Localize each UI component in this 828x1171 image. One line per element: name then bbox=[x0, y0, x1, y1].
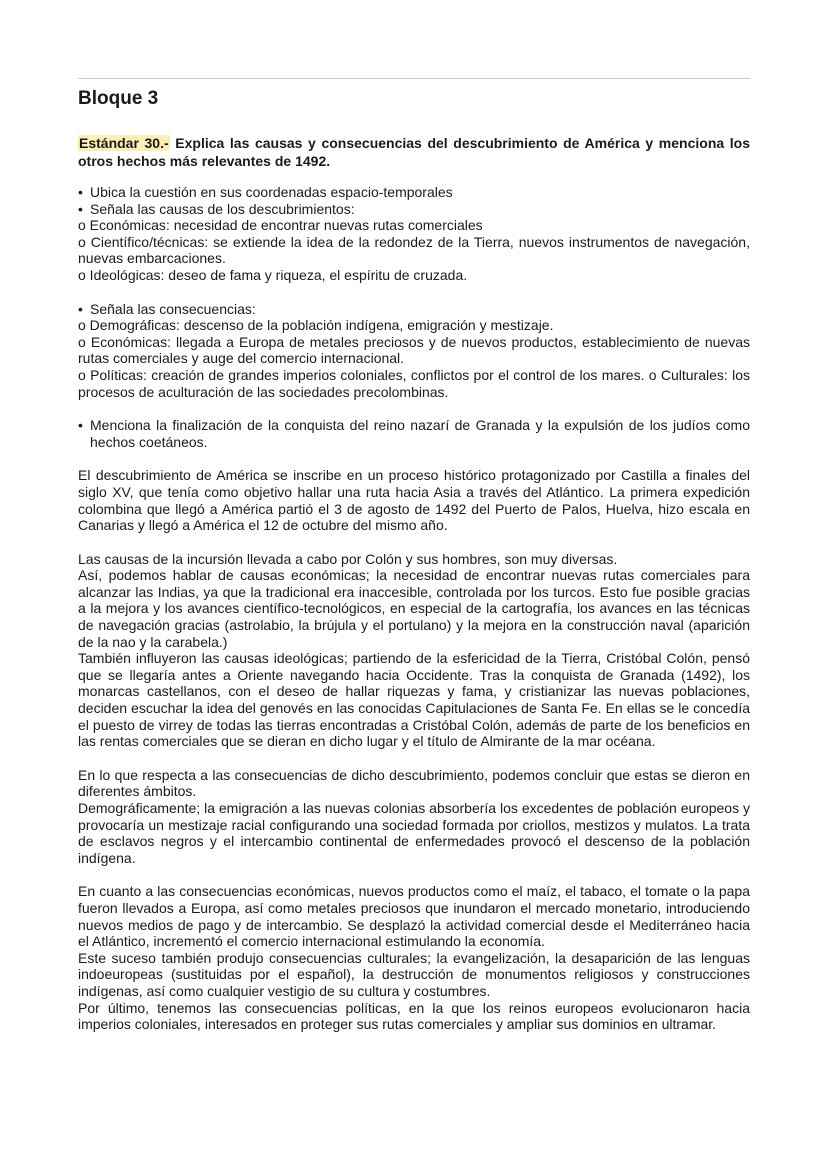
bullet-icon: • bbox=[78, 300, 83, 317]
document-page bbox=[78, 78, 750, 1033]
paragraph-intro: El descubrimiento de América se inscribe en un proceso histórico protagonizado por Castilla a finales del siglo XV, que tenía como objetivo hallar una ruta hacia Asia a través del Atlántico. La primera expedición colombina que llegó a América partió el 3 de agosto de 1492 del Puerto de Palos, Huelva, hizo escala en Canarias y llegó a América el 12 de octubre del mismo año. bbox=[78, 467, 750, 534]
standard-statement bbox=[78, 134, 750, 170]
standard-label-highlight: Estándar 30.- bbox=[79, 135, 169, 151]
paragraph: Las causas de la incursión llevada a cabo por Colón y sus hombres, son muy diversas. bbox=[78, 550, 618, 567]
list-subitem: o Políticas: creación de grandes imperios coloniales, conflictos por el control de los mares. o Culturales: los procesos de aculturación de las sociedades precolombinas. bbox=[78, 366, 750, 400]
paragraph: Así, podemos hablar de causas económicas; la necesidad de encontrar nuevas rutas comerciales para alcanzar las Indias, ya que la tradicional era inaccesible, controlada por los turcos. Esto fue posible gracias a la mejora y los avances científico-tecnológicos, en especial de la cartografía, los avances en las técnicas de navegación gracias (astrolabio, la brújula y el portulano) y la mejora en la construcción naval (aparición de la nao y la carabela.) bbox=[78, 567, 750, 650]
list-item: • Menciona la finalización de la conquista del reino nazarí de Granada y la expulsión de los judíos como hechos coetáneos. bbox=[78, 417, 750, 450]
list-item: • Ubica la cuestión en sus coordenadas espacio-temporales bbox=[78, 184, 453, 200]
page-title: Bloque 3 bbox=[78, 88, 159, 109]
list-item: • Señala las causas de los descubrimientos: bbox=[78, 200, 355, 217]
paragraph: Por último, tenemos las consecuencias políticas, en la que los reinos europeos evolucionaron hacia imperios coloniales, interesados en proteger sus rutas comerciales y ampliar sus dominios en ultramar. bbox=[78, 999, 750, 1033]
paragraph: En cuanto a las consecuencias económicas, nuevos productos como el maíz, el tabaco, el tomate o la papa fueron llevados a Europa, así como metales preciosos que inundaron el mercado monetario, introduciendo nuevos medios de pago y de intercambio. Se desplazó la actividad comercial desde el Mediterráneo hacia el Atlántico, incrementó el comercio internacional estimulando la economía. bbox=[78, 883, 750, 950]
list-subitem: o Demográficas: descenso de la población indígena, emigración y mestizaje. bbox=[78, 317, 554, 334]
list-subitem: o Económicas: llegada a Europa de metales preciosos y de nuevos productos, establecimiento de nuevas rutas comerciales y auge del comercio internacional. bbox=[78, 333, 750, 367]
bullet-icon: • bbox=[78, 200, 83, 217]
paragraph: En lo que respecta a las consecuencias de dicho descubrimiento, podemos concluir que estas se dieron en diferentes ámbitos. bbox=[78, 766, 750, 800]
standard-text: Explica las causas y consecuencias del descubrimiento de América y menciona los otros hechos más relevantes de 1492. bbox=[78, 135, 750, 169]
paragraph: Demográficamente; la emigración a las nuevas colonias absorbería los excedentes de población europeos y provocaría un mestizaje racial configurando una sociedad formada por criollos, mestizos y mulatos. La trata de esclavos negros y el intercambio continental de enfermedades provocó el descenso de la población indígena. bbox=[78, 800, 750, 866]
section-causes bbox=[78, 551, 750, 750]
criteria-list-causes bbox=[78, 184, 750, 284]
criteria-list-consequences bbox=[78, 301, 750, 401]
list-subitem: o Ideológicas: deseo de fama y riqueza, el espíritu de cruzada. bbox=[78, 266, 468, 283]
criteria-list-events bbox=[78, 417, 750, 450]
list-subitem: o Económicas: necesidad de encontrar nuevas rutas comerciales bbox=[78, 217, 483, 234]
bullet-icon: • bbox=[78, 417, 83, 434]
list-item: • Señala las consecuencias: bbox=[78, 300, 256, 317]
paragraph: También influyeron las causas ideológicas; partiendo de la esfericidad de la Tierra, Cristóbal Colón, pensó que se llegaría antes a Oriente navegando hacia Occidente. Tras la conquista de Granada (1492), los monarcas castellanos, con el deseo de hallar riquezas y fama, y cristianizar las nuevas poblaciones, deciden escuchar la idea del genovés en las conocidas Capitulaciones de Santa Fe. En ellas se le concedía el puesto de virrey de todas las tierras encontradas a Cristóbal Colón, además de parte de los beneficios en las rentas comerciales que se dieran en dicho lugar y el título de Almirante de la mar océana. bbox=[78, 650, 750, 750]
bullet-icon: • bbox=[78, 184, 83, 200]
list-subitem: o Científico/técnicas: se extiende la idea de la redondez de la Tierra, nuevos instrumentos de navegación, nuevas embarcaciones. bbox=[78, 233, 750, 267]
top-divider bbox=[78, 78, 750, 79]
section-consequences-demographic bbox=[78, 767, 750, 867]
section-consequences-other bbox=[78, 883, 750, 1032]
paragraph: Este suceso también produjo consecuencias culturales; la evangelización, la desaparición de las lenguas indoeuropeas (sustituidas por el español), la destrucción de monumentos religiosos y construcciones indígenas, así como cualquier vestigio de su cultura y costumbres. bbox=[78, 949, 750, 999]
